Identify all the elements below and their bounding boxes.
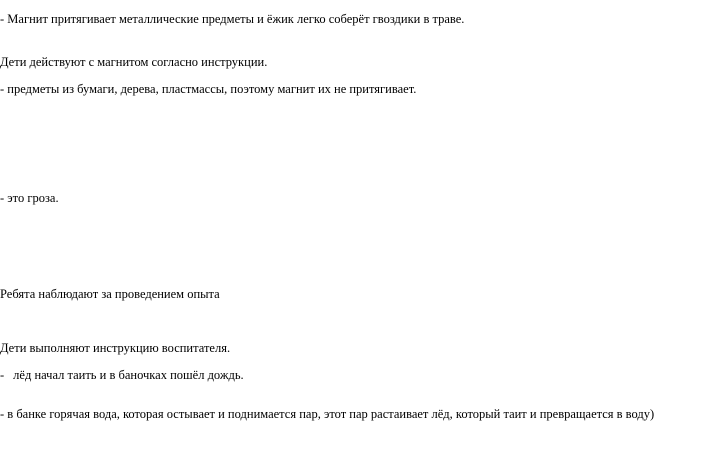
text-line: Дети выполняют инструкцию воспитателя. bbox=[0, 341, 231, 355]
text-line-dashed bbox=[0, 368, 244, 382]
text-line: Дети действуют с магнитом согласно инструкции. bbox=[0, 55, 268, 69]
dash-marker: - bbox=[0, 368, 5, 382]
text-line: - Магнит притягивает металлические предметы и ёжик легко соберёт гвоздики в траве. bbox=[0, 12, 465, 26]
text-line: - это гроза. bbox=[0, 191, 59, 205]
text-line: - в банке горячая вода, которая остывает и поднимается пар, этот пар растаивает лёд, который таит и превращается в воду) bbox=[0, 407, 655, 421]
text-line: - предметы из бумаги, дерева, пластмассы, поэтому магнит их не притягивает. bbox=[0, 82, 417, 96]
text-line: лёд начал таить и в баночках пошёл дождь. bbox=[13, 368, 244, 382]
text-line: Ребята наблюдают за проведением опыта bbox=[0, 287, 220, 301]
